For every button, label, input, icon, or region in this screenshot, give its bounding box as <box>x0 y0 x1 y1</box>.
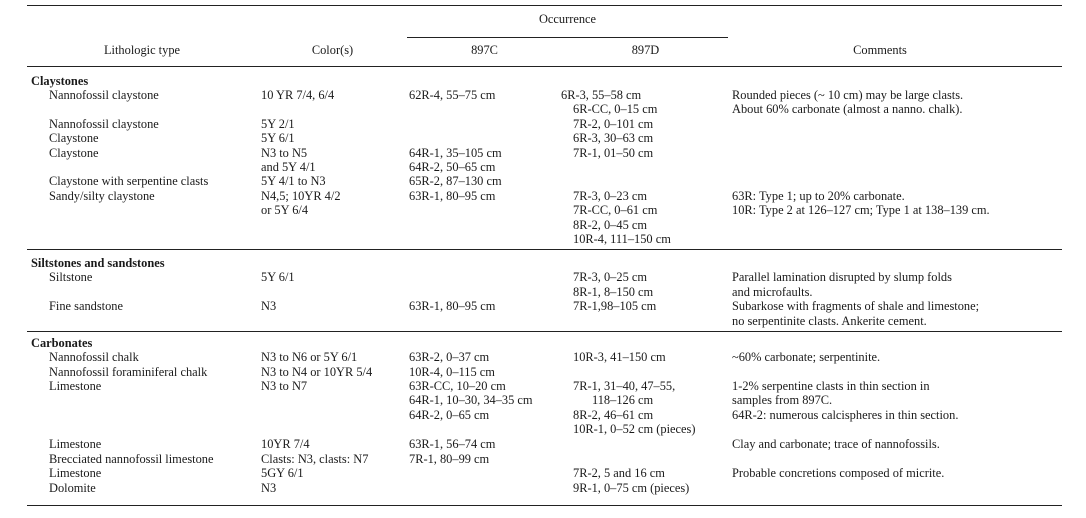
897d-value: 10R-3, 41–150 cm <box>573 350 666 364</box>
897c-value: 63R-2, 0–37 cm <box>409 350 490 364</box>
lithologic-type: Limestone <box>49 437 102 451</box>
comment: ~60% carbonate; serpentinite. <box>732 350 881 364</box>
897d-value: 10R-4, 111–150 cm <box>573 232 671 246</box>
header-rule <box>27 66 1062 67</box>
897c-value: 63R-1, 80–95 cm <box>409 189 496 203</box>
897d-value: 8R-2, 0–45 cm <box>573 218 647 232</box>
comment: 63R: Type 1; up to 20% carbonate. <box>732 189 905 203</box>
occurrence-rule <box>407 37 728 38</box>
897c-value: 64R-1, 10–30, 34–35 cm <box>409 393 533 407</box>
color-value: N3 to N4 or 10YR 5/4 <box>261 365 373 379</box>
897d-value: 9R-1, 0–75 cm (pieces) <box>573 481 690 495</box>
color-value: N3 to N6 or 5Y 6/1 <box>261 350 358 364</box>
897d-value: 8R-1, 8–150 cm <box>573 285 654 299</box>
897c-value: 64R-2, 0–65 cm <box>409 408 490 422</box>
comment: 10R: Type 2 at 126–127 cm; Type 1 at 138–139 cm. <box>732 203 990 217</box>
897c-header: 897C <box>471 43 498 57</box>
lithologic-type: Nannofossil foraminiferal chalk <box>49 365 208 379</box>
897d-value: 7R-CC, 0–61 cm <box>573 203 658 217</box>
color-value: 5Y 6/1 <box>261 270 295 284</box>
897d-value: 7R-2, 0–101 cm <box>573 117 654 131</box>
section-rule <box>27 331 1062 332</box>
897d-value: 118–126 cm <box>592 393 654 407</box>
bottom-rule <box>27 505 1062 506</box>
897d-value: 6R-3, 30–63 cm <box>573 131 654 145</box>
color-value: 5Y 4/1 to N3 <box>261 174 326 188</box>
lithologic-type: Brecciated nannofossil limestone <box>49 452 214 466</box>
color-value: N3 to N7 <box>261 379 308 393</box>
comment: no serpentinite clasts. Ankerite cement. <box>732 314 927 328</box>
color-value: N3 to N5 <box>261 146 308 160</box>
897d-value: 7R-1, 31–40, 47–55, <box>573 379 676 393</box>
lithologic-type: Siltstone <box>49 270 93 284</box>
897c-value: 62R-4, 55–75 cm <box>409 88 496 102</box>
color-value: and 5Y 4/1 <box>261 160 316 174</box>
lithologic-type-header: Lithologic type <box>103 43 181 57</box>
897d-value: 6R-CC, 0–15 cm <box>573 102 658 116</box>
lithologic-type: Limestone <box>49 379 102 393</box>
lithologic-type: Limestone <box>49 466 102 480</box>
color-value: 5GY 6/1 <box>261 466 304 480</box>
section-rule <box>27 249 1062 250</box>
897d-value: 10R-1, 0–52 cm (pieces) <box>573 422 696 436</box>
color-value: or 5Y 6/4 <box>261 203 309 217</box>
897d-value: 6R-3, 55–58 cm <box>561 88 642 102</box>
comment: 1-2% serpentine clasts in thin section in <box>732 379 930 393</box>
section-title: Siltstones and sandstones <box>31 256 165 270</box>
comment: About 60% carbonate (almost a nanno. chalk). <box>732 102 963 116</box>
897c-value: 64R-1, 35–105 cm <box>409 146 502 160</box>
comment: Parallel lamination disrupted by slump folds <box>732 270 952 284</box>
897d-value: 8R-2, 46–61 cm <box>573 408 654 422</box>
897c-value: 65R-2, 87–130 cm <box>409 174 502 188</box>
lithologic-type: Fine sandstone <box>49 299 123 313</box>
lithologic-type: Nannofossil claystone <box>49 88 159 102</box>
color-value: 10YR 7/4 <box>261 437 310 451</box>
color-value: N3 <box>261 481 277 495</box>
occurrence-header: Occurrence <box>538 12 597 26</box>
lithologic-type: Dolomite <box>49 481 96 495</box>
color-value: 10 YR 7/4, 6/4 <box>261 88 335 102</box>
color-value: 5Y 6/1 <box>261 131 295 145</box>
comment: 64R-2: numerous calcispheres in thin section. <box>732 408 959 422</box>
897d-value: 7R-3, 0–23 cm <box>573 189 647 203</box>
897c-value: 7R-1, 80–99 cm <box>409 452 490 466</box>
top-rule <box>27 5 1062 6</box>
897c-value: 63R-1, 56–74 cm <box>409 437 496 451</box>
comment: samples from 897C. <box>732 393 833 407</box>
897d-header: 897D <box>631 43 660 57</box>
897c-value: 64R-2, 50–65 cm <box>409 160 496 174</box>
color-value: Clasts: N3, clasts: N7 <box>261 452 369 466</box>
comments-header: Comments <box>853 43 907 57</box>
lithologic-type: Claystone <box>49 146 99 160</box>
comment: Subarkose with fragments of shale and limestone; <box>732 299 980 313</box>
lithologic-type: Claystone with serpentine clasts <box>49 174 209 188</box>
897c-value: 63R-1, 80–95 cm <box>409 299 496 313</box>
897d-value: 7R-3, 0–25 cm <box>573 270 647 284</box>
color-value: 5Y 2/1 <box>261 117 295 131</box>
section-title: Carbonates <box>31 336 93 350</box>
comment: Clay and carbonate; trace of nannofossils. <box>732 437 940 451</box>
897d-value: 7R-2, 5 and 16 cm <box>573 466 665 480</box>
color-header: Color(s) <box>311 43 354 57</box>
897d-value: 7R-1,98–105 cm <box>573 299 657 313</box>
lithologic-type: Nannofossil chalk <box>49 350 139 364</box>
color-value: N3 <box>261 299 277 313</box>
897c-value: 10R-4, 0–115 cm <box>409 365 495 379</box>
section-title: Claystones <box>31 74 89 88</box>
comment: Probable concretions composed of micrite. <box>732 466 945 480</box>
comment: Rounded pieces (~ 10 cm) may be large clasts. <box>732 88 964 102</box>
897d-value: 7R-1, 01–50 cm <box>573 146 654 160</box>
lithologic-type: Claystone <box>49 131 99 145</box>
color-value: N4,5; 10YR 4/2 <box>261 189 341 203</box>
comment: and microfaults. <box>732 285 813 299</box>
897c-value: 63R-CC, 10–20 cm <box>409 379 506 393</box>
lithologic-type: Nannofossil claystone <box>49 117 159 131</box>
lithologic-type: Sandy/silty claystone <box>49 189 155 203</box>
